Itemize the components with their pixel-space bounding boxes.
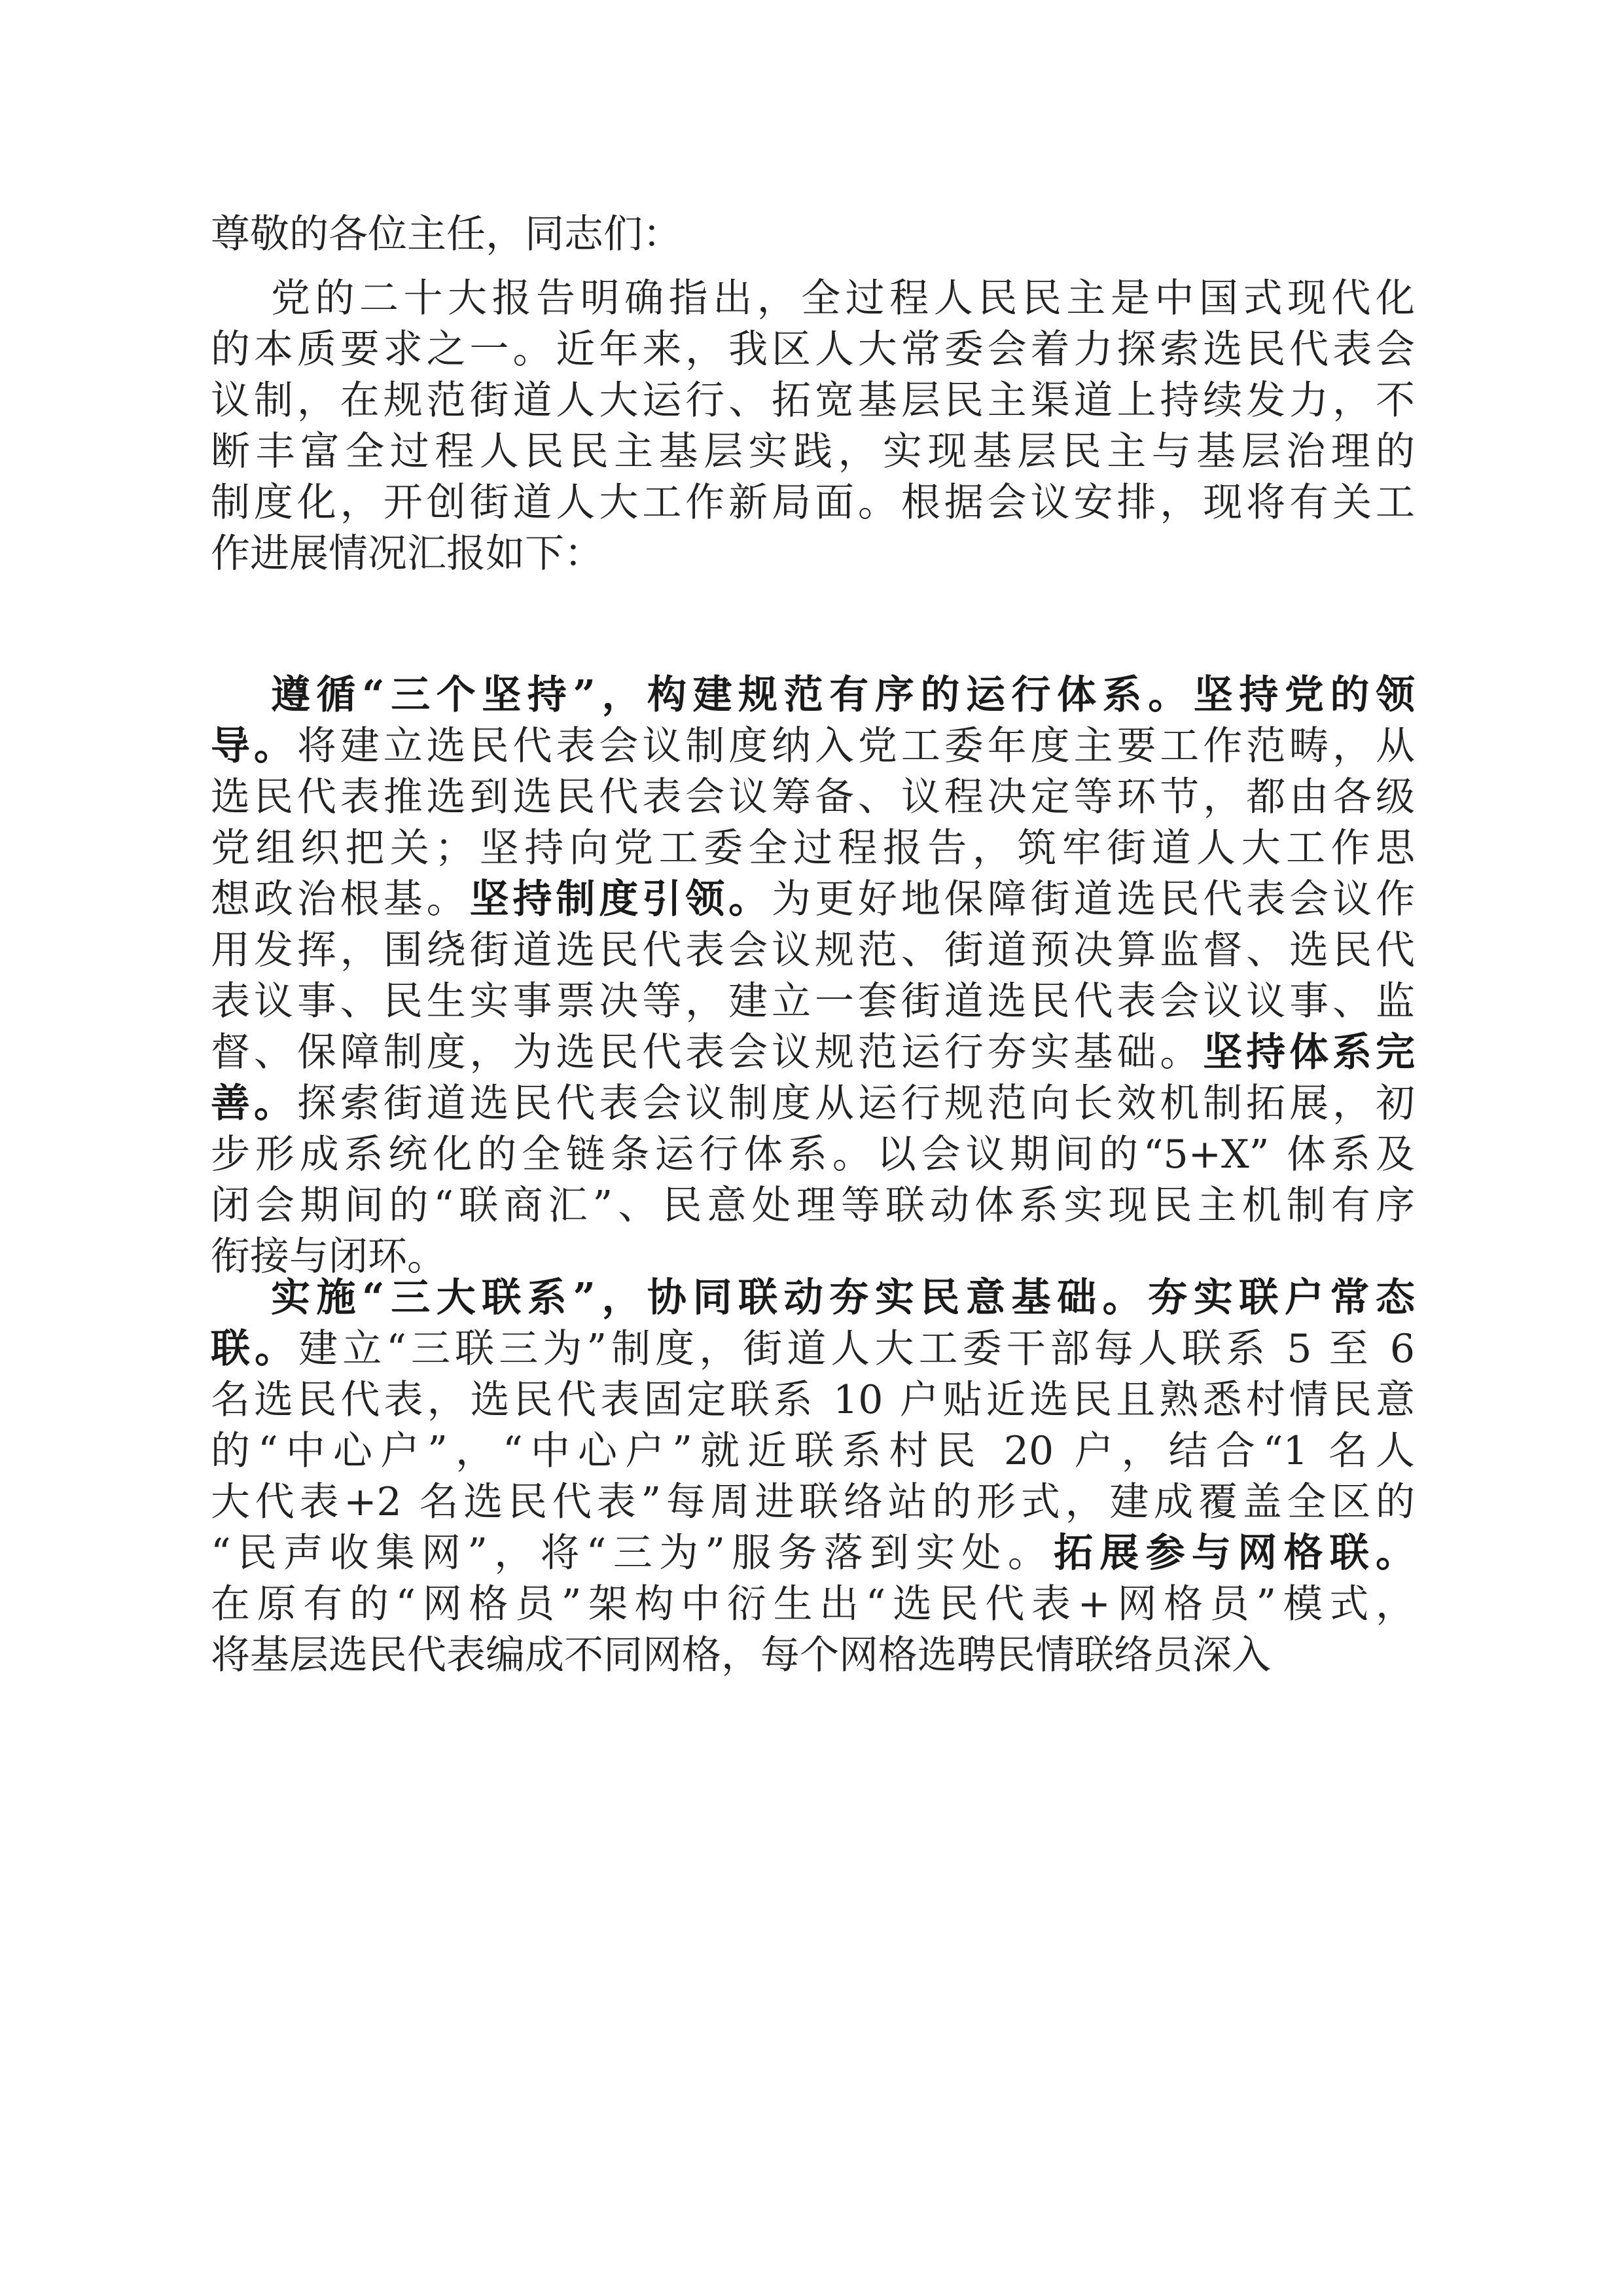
body-text: 选民代表推选到选民代表会议筹备、议程决定等环节，都由各级 xyxy=(211,774,1415,820)
body-text: 大代表+2 名选民代表”每周进联络站的形式，建成覆盖全区的 xyxy=(211,1479,1415,1525)
bold-heading-text: 善。 xyxy=(211,1081,297,1126)
bold-heading-text: 导。 xyxy=(211,723,297,769)
bold-heading-text: 联。 xyxy=(211,1326,299,1372)
body-text: 将建立选民代表会议制度纳入党工委年度主要工作范畴，从 xyxy=(296,723,1416,769)
body-text: 想政治根基。 xyxy=(211,876,470,922)
body-text: 的本质要求之一。近年来，我区人大常委会着力探索选民代表会 xyxy=(211,327,1415,372)
body-text: 议制，在规范街道人大运行、拓宽基层民主渠道上持续发力，不 xyxy=(211,378,1415,423)
body-text: 步形成系统化的全链条运行体系。以会议期间的“5+X” 体系及 xyxy=(211,1132,1415,1177)
bold-heading-text: 拓展参与网格联。 xyxy=(1054,1530,1416,1576)
body-text: 用发挥，围绕街道选民代表会议规范、街道预决算监督、选民代 xyxy=(211,927,1415,973)
bold-heading-text: 遵循“三个坚持”，构建规范有序的运行体系。坚持党的领 xyxy=(271,672,1415,718)
body-text: 闭会期间的“联商汇”、民意处理等联动体系实现民主机制有序 xyxy=(211,1183,1415,1229)
body-text: 衔接与闭环。 xyxy=(211,1234,446,1280)
body-text: 党的二十大报告明确指出，全过程人民民主是中国式现代化 xyxy=(271,276,1415,321)
bold-heading-text: 坚持体系完 xyxy=(1203,1030,1416,1075)
text-line xyxy=(211,514,1415,593)
body-text: 制度化，开创街道人大工作新局面。根据会议安排，现将有关工 xyxy=(211,480,1415,526)
body-text: 为更好地保障街道选民代表会议作 xyxy=(772,876,1416,922)
body-text: 的“中心户”，“中心户”就近联系村民 20 户，结合“1 名人 xyxy=(211,1428,1415,1474)
body-text: 探索街道选民代表会议制度从运行规范向长效机制拓展，初 xyxy=(296,1081,1416,1126)
body-text: 建立“三联三为”制度，街道人大工委干部每人联系 5 至 6 xyxy=(298,1326,1416,1372)
body-text: 将基层选民代表编成不同网格，每个网格选聘民情联络员深入 xyxy=(211,1632,1271,1678)
body-text: 作进展情况汇报如下： xyxy=(211,531,603,577)
body-text: 督、保障制度，为选民代表会议规范运行夯实基础。 xyxy=(211,1030,1204,1075)
body-text: 在原有的“网格员”架构中衍生出“选民代表+网格员”模式， xyxy=(211,1581,1415,1627)
bold-heading-text: 实施“三大联系”，协同联动夯实民意基础。夯实联户常态 xyxy=(271,1275,1415,1321)
text-line xyxy=(211,1616,1415,1695)
body-text: 党组织把关；坚持向党工委全过程报告，筑牢街道人大工作思 xyxy=(211,825,1415,871)
body-text: “民声收集网”，将“三为”服务落到实处。 xyxy=(211,1530,1054,1576)
salutation: 尊敬的各位主任，同志们： xyxy=(211,211,682,257)
bold-heading-text: 坚持制度引领。 xyxy=(469,876,772,922)
body-text: 名选民代表，选民代表固定联系 10 户贴近选民且熟悉村情民意 xyxy=(211,1377,1415,1423)
body-text: 断丰富全过程人民民主基层实践，实现基层民主与基层治理的 xyxy=(211,429,1415,475)
body-text: 表议事、民生实事票决等，建立一套街道选民代表会议议事、监 xyxy=(211,978,1415,1024)
